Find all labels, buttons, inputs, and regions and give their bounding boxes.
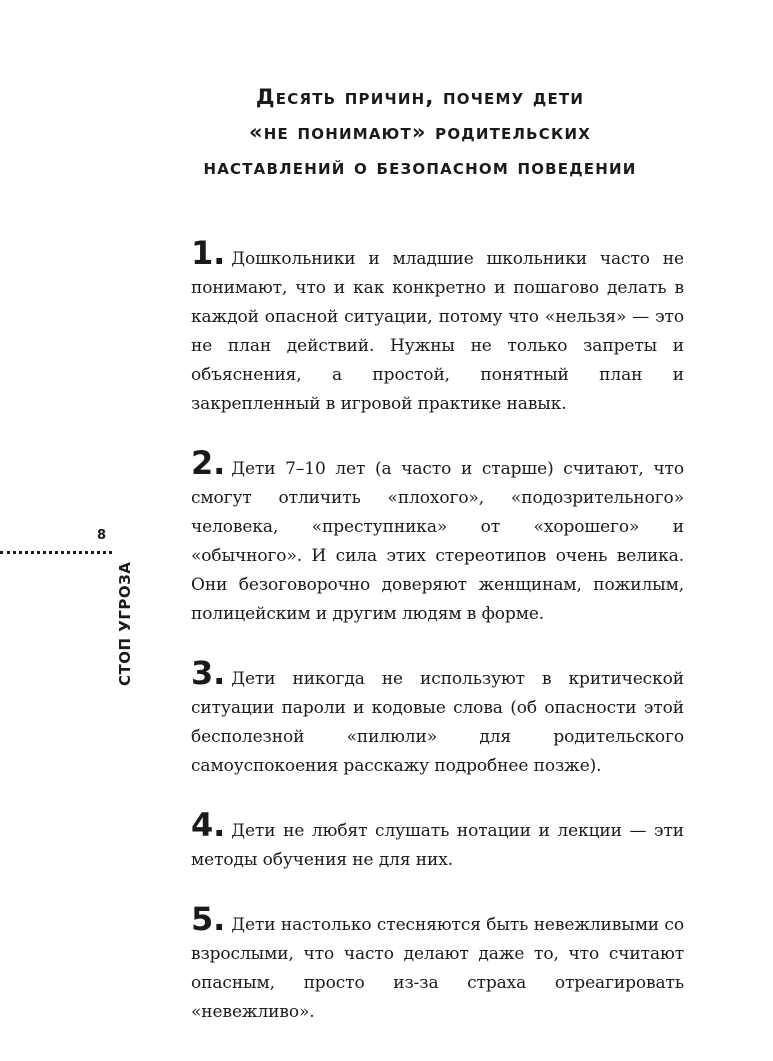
reason-text: Дети никогда не используют в критической ситуации пароли и кодовые слова (об опасности этой бесполезной «пилюли» для родительского самоуспокоения расскажу подробнее позже). xyxy=(191,669,684,776)
page-number: 8 xyxy=(97,528,107,543)
page-heading xyxy=(150,80,690,185)
reason-number: 2. xyxy=(191,444,226,482)
reason-item-3 xyxy=(191,654,684,781)
reason-item-2 xyxy=(191,444,684,629)
heading-line-3: наставлений о безопасном поведении xyxy=(203,155,637,179)
dotted-divider xyxy=(0,551,112,554)
reason-text: Дошкольники и младшие школьники часто не понимают, что и как конкретно и пошагово делать в каждой опасной ситуации, потому что «нельзя» — это не план действий. Нужны не только запреты и объяснения, а простой, понятный план и закрепленный в игровой практике навык. xyxy=(191,249,684,414)
reason-text: Дети не любят слушать нотации и лекции — эти методы обучения не для них. xyxy=(191,821,684,870)
reason-item-4 xyxy=(191,806,684,875)
reason-item-5 xyxy=(191,900,684,1027)
reason-number: 5. xyxy=(191,900,226,938)
reason-number: 4. xyxy=(191,806,226,844)
heading-line-2: «не понимают» родительских xyxy=(249,120,591,144)
reason-text: Дети настолько стесняются быть невежливыми со взрослыми, что часто делают даже то, что считают опасным, просто из-за страха отреагировать «невежливо». xyxy=(191,915,684,1022)
reason-text: Дети 7–10 лет (а часто и старше) считают, что смогут отличить «плохого», «подозрительного» человека, «преступника» от «хорошего» и «обычного». И сила этих стереотипов очень велика. Они безоговорочно доверяют женщинам, пожилым, полицейским и другим людям в форме. xyxy=(191,459,684,624)
reason-number: 1. xyxy=(191,234,226,272)
running-book-title: СТОП УГРОЗА xyxy=(116,561,134,686)
reason-number: 3. xyxy=(191,654,226,692)
reason-item-1 xyxy=(191,234,684,419)
reasons-list xyxy=(191,226,684,1061)
heading-line-1: Десять причин, почему дети xyxy=(255,85,585,109)
